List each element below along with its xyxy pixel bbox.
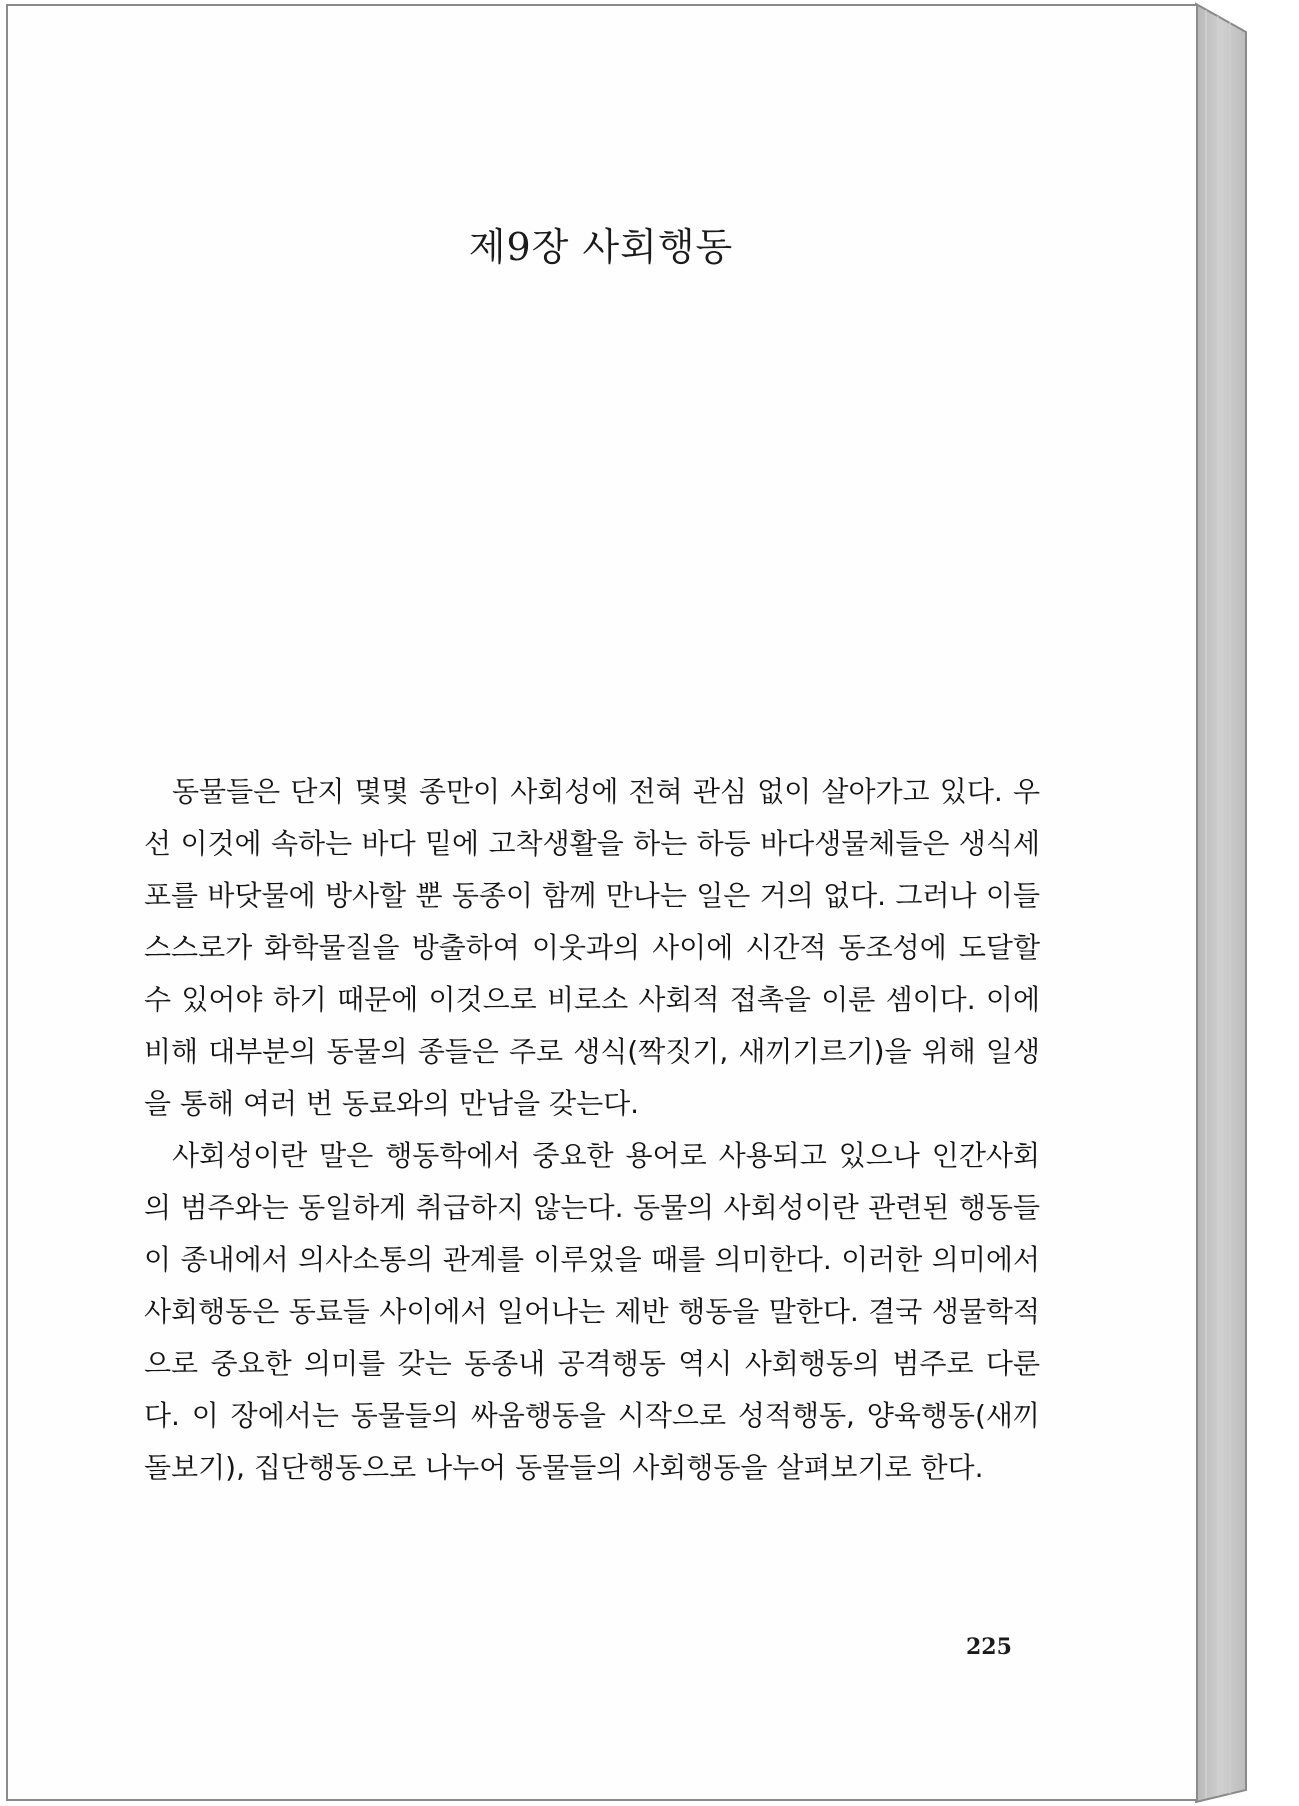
paragraph-2: 사회성이란 말은 행동학에서 중요한 용어로 사용되고 있으나 인간사회의 범주와는 동일하게 취급하지 않는다. 동물의 사회성이란 관련된 행동들이 종내에서 의사소통의 관계를 이루었을 때를 의미한다. 이러한 의미에서 사회행동은 동료들 사이에서 일어나는 제반 행동을 말한다. 결국 생물학적으로 중요한 의미를 갖는 동종내 공격행동 역시 사회행동의 범주로 다룬다. 이 장에서는 동물들의 싸움행동을 시작으로 성적행동, 양육행동(새끼돌보기), 집단행동으로 나누어 동물들의 사회행동을 살펴보기로 한다.: [144, 1139, 1040, 1484]
chapter-title: 제9장 사회행동: [468, 225, 734, 269]
body-text: [144, 766, 1040, 1494]
page-number: 225: [966, 1634, 1012, 1660]
book-thickness-side: [1196, 4, 1246, 1802]
paragraph-1: 동물들은 단지 몇몇 종만이 사회성에 전혀 관심 없이 살아가고 있다. 우선 이것에 속하는 바다 밑에 고착생활을 하는 하등 바다생물체들은 생식세포를 바닷물에 방사할 뿐 동종이 함께 만나는 일은 거의 없다. 그러나 이들 스스로가 화학물질을 방출하여 이웃과의 사이에 시간적 동조성에 도달할 수 있어야 하기 때문에 이것으로 비로소 사회적 접촉을 이룬 셈이다. 이에 비해 대부분의 동물의 종들은 주로 생식(짝짓기, 새끼기르기)을 위해 일생을 통해 여러 번 동료와의 만남을 갖는다.: [144, 775, 1040, 1120]
book-page: [6, 4, 1198, 1801]
